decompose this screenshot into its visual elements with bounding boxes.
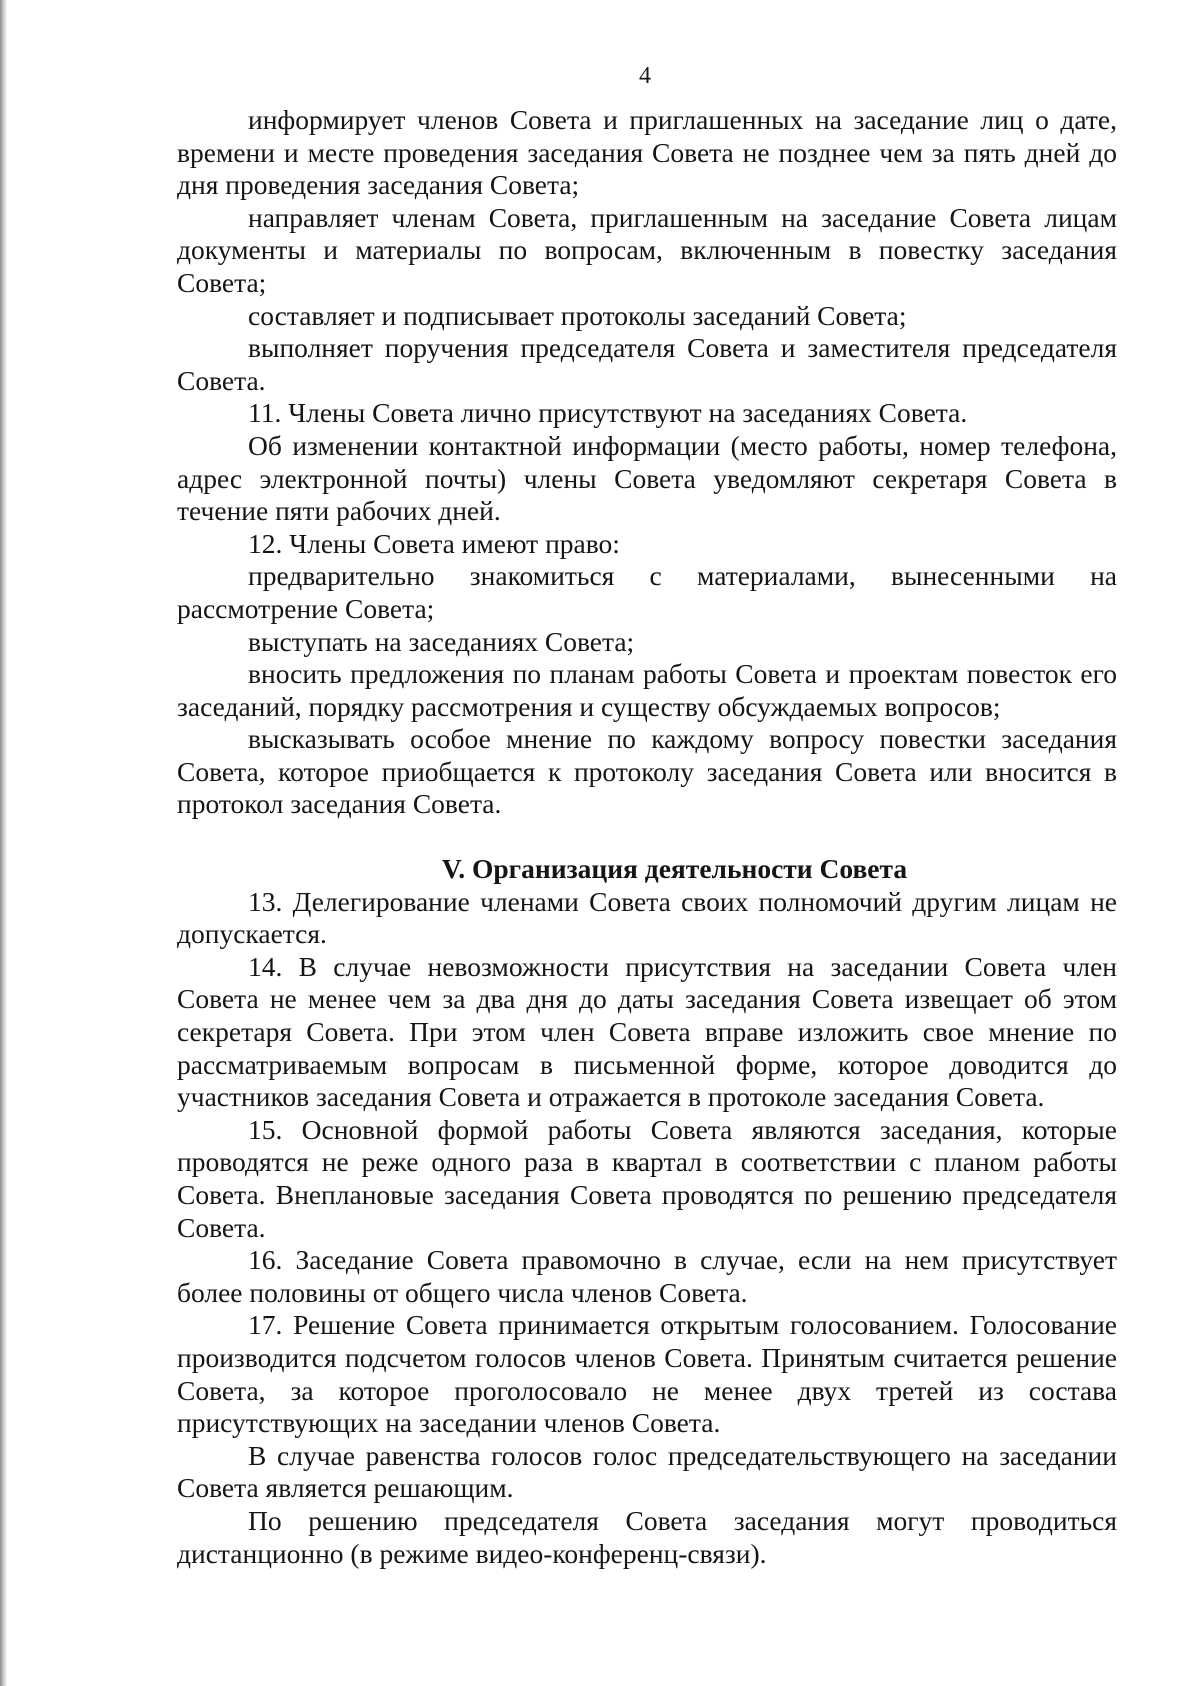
paragraph: 16. Заседание Совета правомочно в случае, если на нем присутствует более половины от общего числа членов Совета. xyxy=(177,1244,1117,1308)
scan-edge xyxy=(0,0,7,1686)
paragraph: выступать на заседаниях Совета; xyxy=(248,625,635,657)
paragraph: 14. В случае невозможности присутствия на заседании Совета член Совета не менее чем за два дня до даты заседания Совета извещает об этом секретаря Совета. При этом член Совета вправе изложить свое мнение по рассматриваемым вопросам в письменной форме, которое доводится до участников заседания Совета и отражается в протоколе заседания Совета. xyxy=(177,950,1117,1113)
document-body xyxy=(177,104,1117,1570)
paragraph: По решению председателя Совета заседания могут проводиться дистанционно (в режиме видео-конференц-связи). xyxy=(177,1504,1117,1569)
paragraph: 15. Основной формой работы Совета являются заседания, которые проводятся не реже одного раза в квартал в соответствии с планом работы Совета. Внеплановые заседания Совета проводятся по решению председателя Совета. xyxy=(177,1113,1117,1243)
paragraph: информирует членов Совета и приглашенных на заседание лиц о дате, времени и месте проведения заседания Совета не позднее чем за пять дней до дня проведения заседания Совета; xyxy=(177,104,1117,201)
paragraph: Об изменении контактной информации (место работы, номер телефона, адрес электронной почты) члены Совета уведомляют секретаря Совета в течение пяти рабочих дней. xyxy=(177,429,1117,527)
paragraph: 17. Решение Совета принимается открытым голосованием. Голосование производится подсчетом голосов членов Совета. Принятым считается решение Совета, за которое проголосовало не менее двух третей из состава присутствующих на заседании членов Совета. xyxy=(177,1309,1117,1439)
paragraph: В случае равенства голосов голос председательствующего на заседании Совета является решающим. xyxy=(177,1439,1117,1504)
paragraph: 13. Делегирование членами Совета своих полномочий другим лицам не допускается. xyxy=(177,885,1117,950)
section-heading: V. Организация деятельности Совета xyxy=(441,853,908,885)
page-number: 4 xyxy=(639,63,651,89)
paragraph: выполняет поручения председателя Совета и заместителя председателя Совета. xyxy=(177,332,1117,396)
paragraph: предварительно знакомиться с материалами, вынесенными на рассмотрение Совета; xyxy=(177,560,1117,624)
paragraph: 11. Члены Совета лично присутствуют на заседаниях Совета. xyxy=(248,397,968,429)
paragraph: вносить предложения по планам работы Совета и проектам повесток его заседаний, порядку рассмотрения и существу обсуждаемых вопросов; xyxy=(177,658,1117,722)
paragraph: составляет и подписывает протоколы заседаний Совета; xyxy=(248,299,907,331)
paragraph: 12. Члены Совета имеют право: xyxy=(248,527,620,559)
paragraph: направляет членам Совета, приглашенным на заседание Совета лицам документы и материалы по вопросам, включенным в повестку заседания Совета; xyxy=(177,201,1117,298)
paragraph: высказывать особое мнение по каждому вопросу повестки заседания Совета, которое приобщается к протоколу заседания Совета или вносится в протокол заседания Совета. xyxy=(177,723,1117,820)
